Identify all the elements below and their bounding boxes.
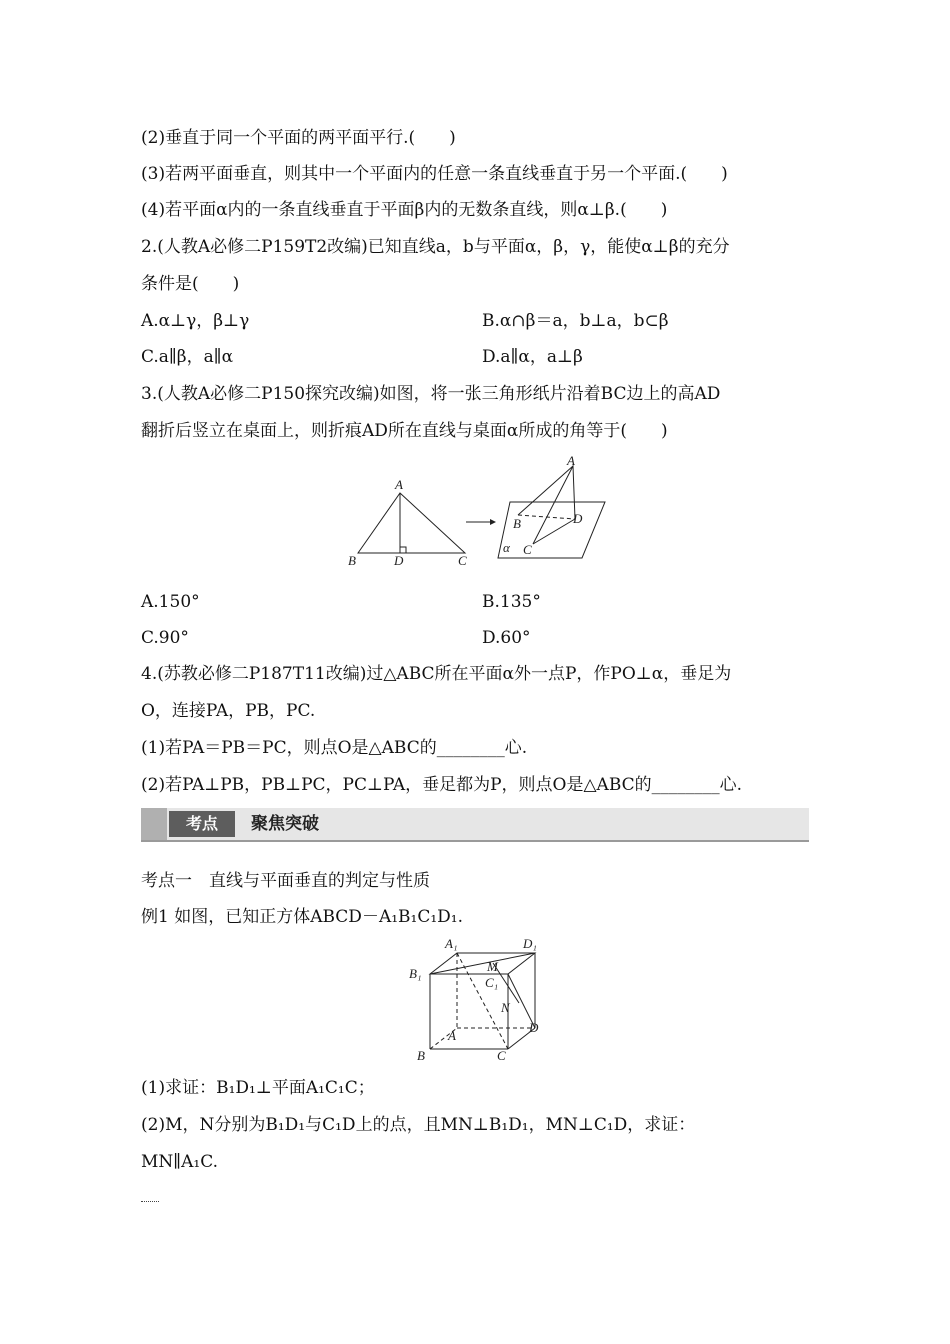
- example-1-part-2a: (2)M，N分别为B₁D₁与C₁D上的点，且MN⊥B₁D₁，MN⊥C₁D，求证：: [141, 1115, 696, 1135]
- q3-option-b: B.135°: [482, 592, 541, 612]
- fig1-right-label-d: D: [573, 511, 583, 526]
- q3-stem-line-1: 3.(人教A必修二P150探究改编)如图，将一张三角形纸片沿着BC边上的高AD: [141, 384, 721, 404]
- example-1-part-2b: MN∥A₁C.: [141, 1152, 219, 1172]
- fig1-label-alpha: α: [503, 540, 510, 555]
- cube-label-m: M: [487, 959, 498, 974]
- q4-stem-line-1: 4.(苏教必修二P187T11改编)过△ABC所在平面α外一点P，作PO⊥α，垂足为: [141, 664, 732, 684]
- q2-option-a: A.α⊥γ，β⊥γ: [141, 311, 250, 331]
- banner-title: 聚焦突破: [251, 814, 319, 834]
- cube-label-d: D: [529, 1020, 539, 1035]
- triangle-fold-figure: [340, 455, 630, 575]
- q1-item-3: (3)若两平面垂直，则其中一个平面内的任意一条直线垂直于另一个平面.( ): [141, 164, 728, 184]
- q3-option-c: C.90°: [141, 628, 189, 648]
- q4-part-2: (2)若PA⊥PB，PB⊥PC，PC⊥PA，垂足都为P，则点O是△ABC的________心.: [141, 775, 743, 795]
- q3-option-d: D.60°: [482, 628, 531, 648]
- fig1-label-a: A: [395, 477, 403, 492]
- fig1-right-label-b: B: [513, 516, 521, 531]
- section-heading: 考点一 直线与平面垂直的判定与性质: [141, 871, 430, 891]
- diagonal-b1d1: [430, 953, 535, 974]
- fig1-label-c: C: [458, 553, 467, 568]
- cube-label-c: C: [497, 1048, 506, 1063]
- q2-option-b: B.α∩β＝a，b⊥a，b⊂β: [482, 311, 669, 331]
- cube-label-a: A: [448, 1028, 456, 1043]
- example-1-stem: 例1 如图，已知正方体ABCD－A₁B₁C₁D₁.: [141, 907, 464, 927]
- cube-figure: [405, 936, 555, 1068]
- fig1-right-label-c: C: [523, 542, 532, 557]
- folded-triangle: [518, 466, 575, 544]
- q4-part-1: (1)若PA＝PB＝PC，则点O是△ABC的________心.: [141, 738, 528, 758]
- cube-label-d1: D₁: [523, 936, 537, 951]
- cube-label-a1: A₁: [445, 936, 458, 951]
- cube-label-b1: B₁: [409, 966, 422, 981]
- cube-label-b: B: [417, 1048, 425, 1063]
- q2-option-d: D.a∥α，a⊥β: [482, 347, 583, 367]
- example-1-part-1: (1)求证：B₁D₁⊥平面A₁C₁C；: [141, 1078, 375, 1098]
- q1-item-4: (4)若平面α内的一条直线垂直于平面β内的无数条直线，则α⊥β.( ): [141, 200, 668, 220]
- triangle-paper: [358, 493, 465, 553]
- fig1-label-d: D: [394, 553, 404, 568]
- cube-label-n: N: [501, 1000, 510, 1015]
- banner-tag: 考点: [169, 811, 235, 837]
- q3-stem-line-2: 翻折后竖立在桌面上，则折痕AD所在直线与桌面α所成的角等于( ): [141, 421, 668, 441]
- section-banner: [141, 808, 809, 842]
- q2-stem-line-1: 2.(人教A必修二P159T2改编)已知直线a，b与平面α，β，γ，能使α⊥β的充分: [141, 237, 730, 257]
- q4-stem-line-2: O，连接PA，PB，PC.: [141, 701, 316, 721]
- q2-stem-line-2: 条件是( ): [141, 274, 240, 294]
- fig1-right-label-a: A: [567, 453, 575, 468]
- fig1-label-b: B: [348, 553, 356, 568]
- q2-option-c: C.a∥β，a∥α: [141, 347, 234, 367]
- cube-label-c1: C₁: [485, 975, 499, 990]
- q3-option-a: A.150°: [141, 592, 200, 612]
- dotted-separator: [141, 1201, 159, 1202]
- q1-item-2: (2)垂直于同一个平面的两平面平行.( ): [141, 128, 456, 148]
